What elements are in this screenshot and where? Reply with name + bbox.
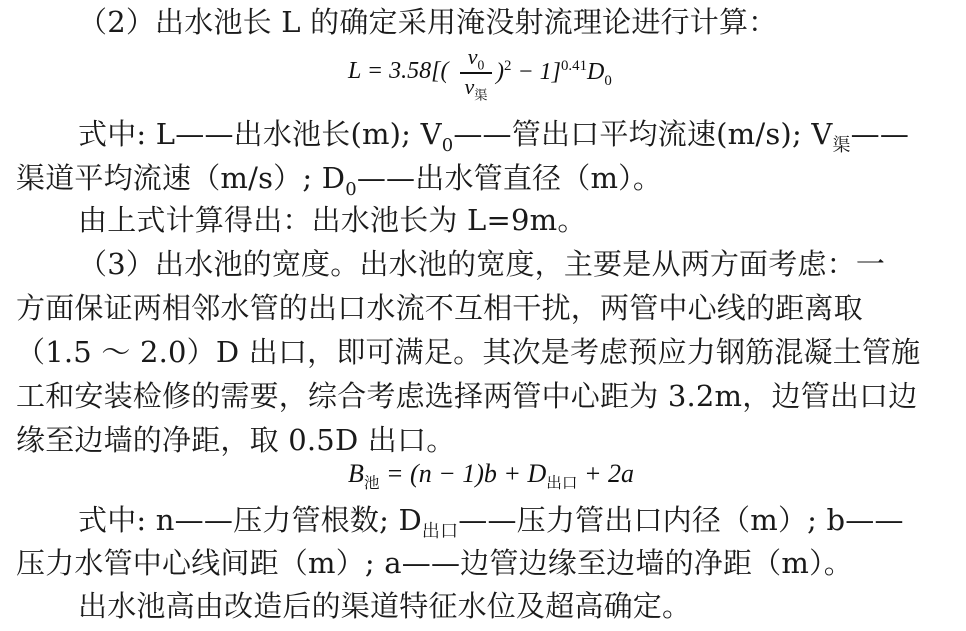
result-line: 由上式计算得出：出水池长为 L=9m。 <box>78 203 587 237</box>
section-3-line-1: （3）出水池的宽度。出水池的宽度，主要是从两方面考虑：一 <box>78 247 886 281</box>
formula1-numerator: $v_0$ <box>467 44 485 73</box>
definition-2-line-2: 压力水管中心线间距（m）; a——边管边缘至边墙的净距（m）。 <box>16 546 853 580</box>
formula1-lhs: L = 3.58[( <box>348 58 449 84</box>
section-3-line-3: （1.5 ～ 2.0）D 出口，即可满足。其次是考虑预应力钢筋混凝土管施 <box>16 335 921 369</box>
formula1-denominator: $v_渠$ <box>464 74 488 104</box>
section-3-line-5: 缘至边墙的净距，取 0.5D 出口。 <box>16 423 456 457</box>
formula-pool-width: $B_池 = (n - 1)b + D_{出口} + 2a$ <box>348 459 634 493</box>
definition-1-line-1: 式中: L——出水池长(m); $V_0——$管出口平均流速(m/s); $V_渠——$ <box>78 117 910 156</box>
section-2-heading: （2）出水池长 L 的确定采用淹没射流理论进行计算： <box>78 5 778 39</box>
definition-2-line-1: 式中: n——压力管根数; $D_{出口}——$压力管出口内径（m）; b—— <box>78 503 904 542</box>
formula1-rhs: )$^2 - 1]^{0.41}D_0$ <box>496 58 612 89</box>
section-3-line-2: 方面保证两相邻水管的出口水流不互相干扰，两管中心线的距离取 <box>16 291 863 325</box>
definition-1-line-2: 渠道平均流速（m/s）; $D_0——$出水管直径（m）。 <box>16 161 663 200</box>
section-3-line-4: 工和安装检修的需要，综合考虑选择两管中心距为 3.2m，边管出口边 <box>16 379 918 413</box>
closing-line: 出水池高由改造后的渠道特征水位及超高确定。 <box>78 589 692 623</box>
